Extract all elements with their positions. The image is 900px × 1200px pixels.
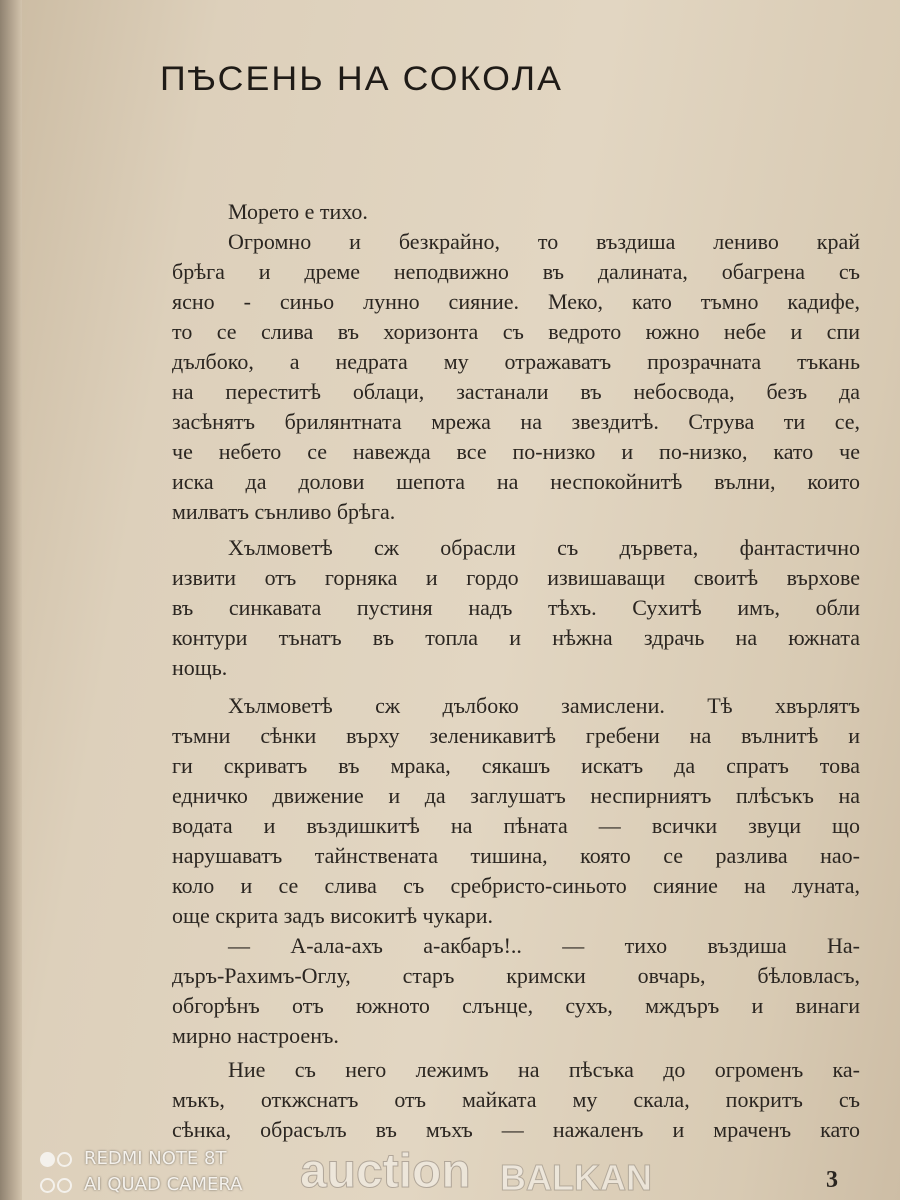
text-line: нарушаватъ тайнствената тишина, която се разлива нао- xyxy=(172,843,860,868)
page-number: 3 xyxy=(826,1167,838,1193)
text-line: на переститѣ облаци, застанали въ небосвода, безъ да xyxy=(172,379,860,404)
text-line: извити отъ горняка и гордо извишаващи своитѣ върхове xyxy=(172,565,860,590)
text-line: още скрита задъ високитѣ чукари. xyxy=(172,903,494,928)
text-line: тъмни сѣнки върху зеленикавитѣ гребени на вълнитѣ и xyxy=(172,723,860,748)
chapter-title: ПѢСЕНЬ НА СОКОЛА xyxy=(160,60,564,98)
text-line: Хълмоветѣ сж дълбоко замислени. Тѣ хвърлятъ xyxy=(228,693,860,718)
text-line: водата и въздишкитѣ на пѣната — всички звуци що xyxy=(172,813,860,838)
camera-quad-icon xyxy=(40,1178,72,1193)
text-line: сѣнка, обрасълъ въ мъхъ — нажаленъ и мраченъ като xyxy=(172,1117,860,1142)
text-line: то се слива въ хоризонта съ ведрото южно небе и спи xyxy=(172,319,860,344)
text-line: обгорѣнъ отъ южното слънце, сухъ, мждъръ и винаги xyxy=(172,993,860,1018)
text-line: мирно настроенъ. xyxy=(172,1023,339,1048)
text-line: едничко движение и да заглушатъ неспирниятъ плѣсъкъ на xyxy=(172,783,860,808)
text-line: — А-ала-ахъ а-акбаръ!.. — тихо въздиша На- xyxy=(228,933,860,958)
page-binding-edge xyxy=(0,0,22,1200)
text-line: ги скриватъ въ мрака, сякашъ искатъ да спратъ това xyxy=(172,753,860,778)
watermark-balkan: BALKAN xyxy=(500,1157,652,1198)
camera-model-stamp xyxy=(40,1148,226,1170)
text-line: засѣнятъ брилянтната мрежа на звездитѣ. Струва ти се, xyxy=(172,409,860,434)
text-line: иска да долови шепота на неспокойнитѣ вълни, които xyxy=(172,469,860,494)
watermark-auction: auction xyxy=(300,1145,471,1198)
text-line: дълбоко, а недрата му отражаватъ прозрачната тъкань xyxy=(172,349,860,374)
text-line: дъръ-Рахимъ-Оглу, старъ кримски овчарь, бѣловласъ, xyxy=(172,963,860,988)
text-line: контури тънатъ въ топла и нѣжна здрачь на южната xyxy=(172,625,860,650)
text-line: милватъ сънливо брѣга. xyxy=(172,499,396,524)
text-line: коло и се слива съ сребристо-синьото сияние на луната, xyxy=(172,873,860,898)
camera-lens-icon xyxy=(40,1152,72,1167)
text-line: Хълмоветѣ сж обрасли съ дървета, фантастично xyxy=(228,535,860,560)
text-line: въ синкавата пустиня надъ тѣхъ. Сухитѣ имъ, обли xyxy=(172,595,860,620)
text-line: мъкъ, откжснатъ отъ майката му скала, покритъ съ xyxy=(172,1087,860,1112)
text-line: брѣга и дреме неподвижно въ далината, обагрена съ xyxy=(172,259,860,284)
camera-type-stamp xyxy=(40,1174,242,1196)
text-line: ясно - синьо лунно сияние. Меко, като тъмно кадифе, xyxy=(172,289,860,314)
text-line: Морето е тихо. xyxy=(228,199,368,224)
camera-type: AI QUAD CAMERA xyxy=(84,1174,243,1195)
text-line: нощь. xyxy=(172,655,228,680)
text-line: Ние съ него лежимъ на пѣсъка до огроменъ ка- xyxy=(228,1057,860,1082)
camera-model: REDMI NOTE 8T xyxy=(84,1148,227,1169)
text-line: че небето се навежда все по-низко и по-низко, като че xyxy=(172,439,860,464)
text-line: Огромно и безкрайно, то въздиша лениво край xyxy=(228,229,860,254)
